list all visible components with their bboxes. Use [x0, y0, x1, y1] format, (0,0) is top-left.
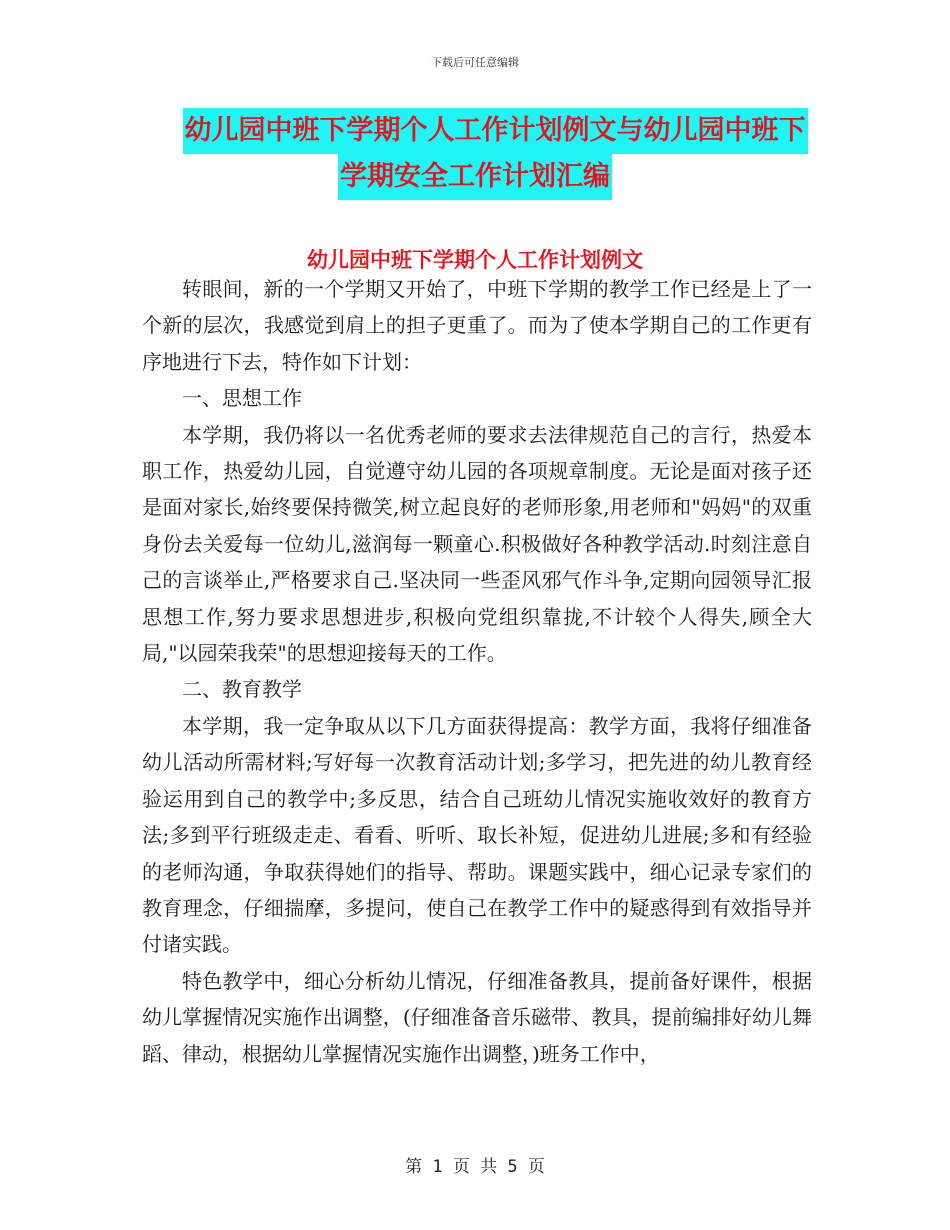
page-footer: 第 1 页 共 5 页 [405, 1157, 545, 1177]
special-teaching-paragraph: 特色教学中，细心分析幼儿情况，仔细准备教具，提前备好课件，根据幼儿掌握情况实施作出调整，(仔细准备音乐磁带、教具，提前编排好幼儿舞蹈、律动，根据幼儿掌握情况实施作出调整，)班务工作中， [142, 968, 812, 1066]
intro-paragraph: 转眼间，新的一个学期又开始了，中班下学期的教学工作已经是上了一个新的层次，我感觉到肩上的担子更重了。而为了使本学期自己的工作更有序地进行下去，特作如下计划： [142, 277, 812, 374]
ideology-paragraph: 本学期，我仍将以一名优秀老师的要求去法律规范自己的言行，热爱本职工作，热爱幼儿园，自觉遵守幼儿园的各项规章制度。无论是面对孩子还是面对家长,始终要保持微笑,树立起良好的老师形象,用老师和"妈妈"的双重身份去关爱每一位幼儿,滋润每一颗童心.积极做好各种教学活动.时刻注意自己的言谈举止,严格要求自己.坚决同一些歪风邪气作斗争,定期向园领导汇报思想工作,努力要求思想进步,积极向党组织靠拢,不计较个人得失,顾全大局,"以园荣我荣"的思想迎接每天的工作。 [142, 422, 812, 666]
heading-ideology: 一、思想工作 [182, 386, 302, 411]
document-body [142, 271, 812, 1072]
document-title-line-2: 学期安全工作计划汇编 [338, 154, 612, 200]
heading-teaching: 二、教育教学 [182, 677, 302, 702]
document-title-line-1: 幼儿园中班下学期个人工作计划例文与幼儿园中班下 [183, 108, 808, 154]
header-note: 下载后可任意编辑 [431, 56, 519, 69]
section-title: 幼儿园中班下学期个人工作计划例文 [307, 248, 643, 272]
document-title [0, 108, 950, 200]
teaching-paragraph: 本学期，我一定争取从以下几方面获得提高：教学方面，我将仔细准备幼儿活动所需材料;写好每一次教育活动计划;多学习，把先进的幼儿教育经验运用到自己的教学中;多反思，结合自己班幼儿情况实施收效好的教育方法;多到平行班级走走、看看、听听、取长补短，促进幼儿进展;多和有经验的老师沟通，争取获得她们的指导、帮助。课题实践中，细心记录专家们的教育理念，仔细揣摩，多提问，使自己在教学工作中的疑惑得到有效指导并付诸实践。 [142, 713, 812, 957]
